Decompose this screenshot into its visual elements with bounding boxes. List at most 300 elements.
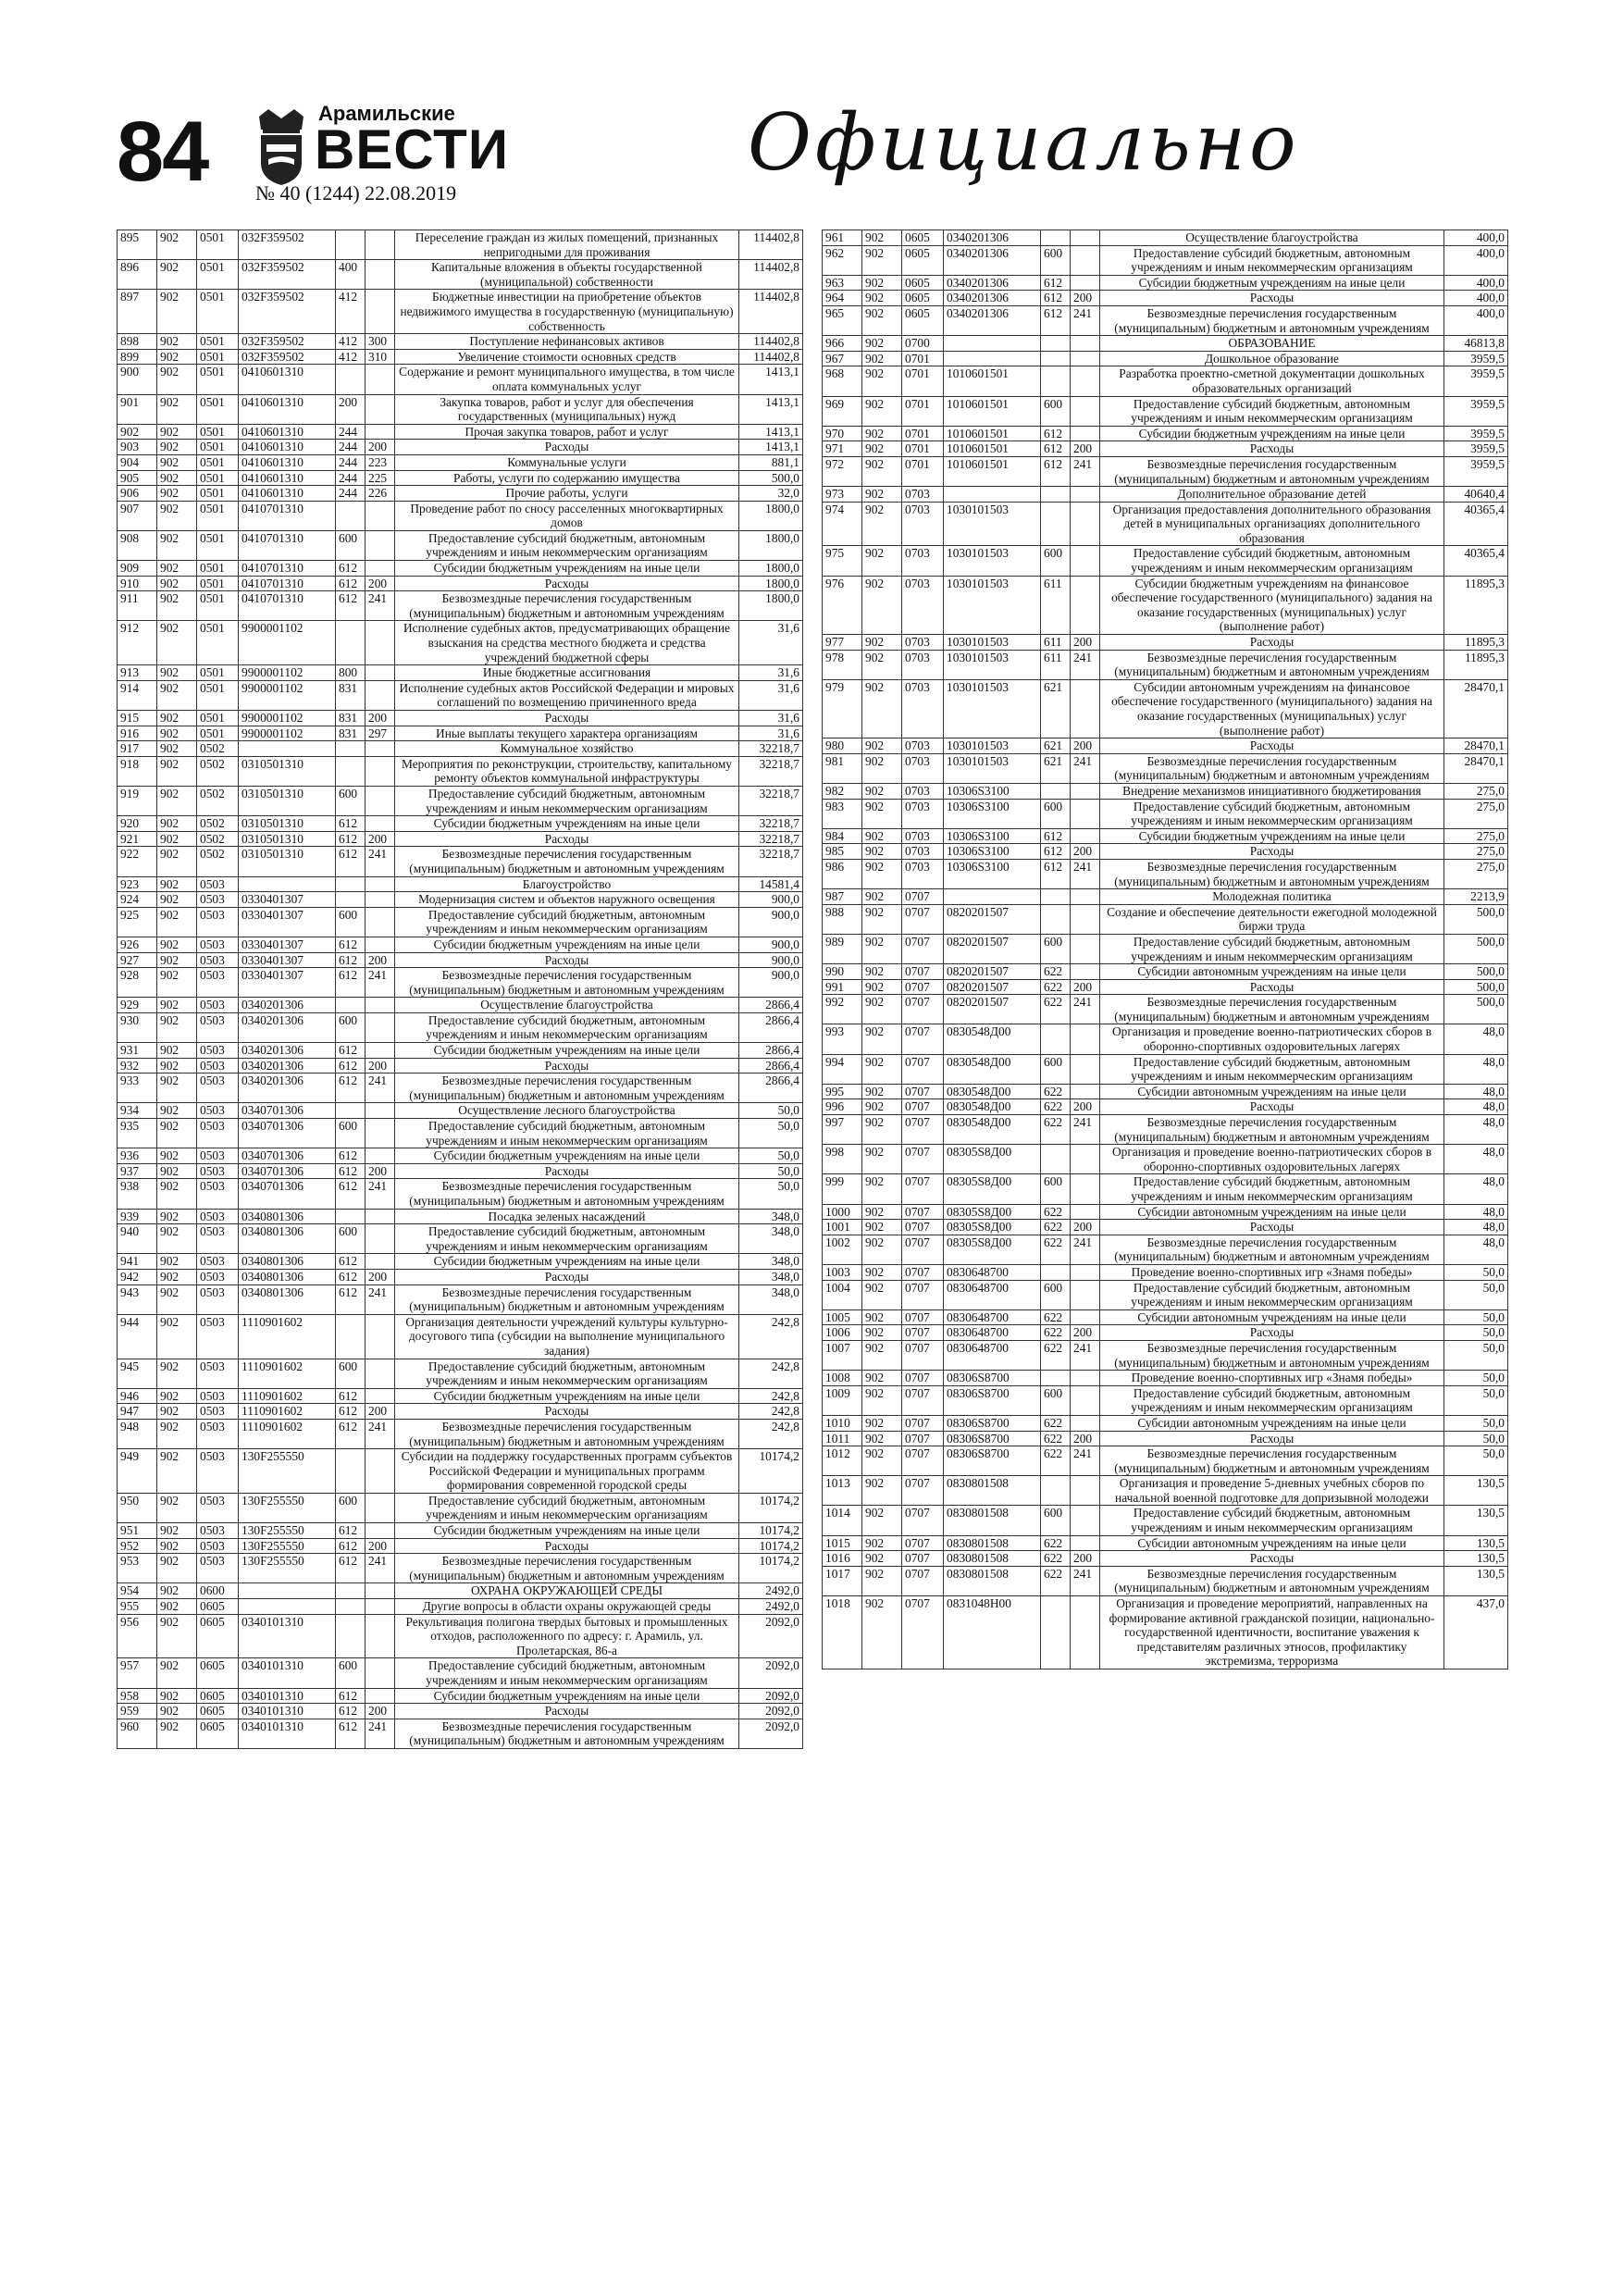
expense-type-cell: 622 [1041, 995, 1071, 1024]
target-article-cell: 0830548Д00 [944, 1054, 1041, 1084]
description-cell: Мероприятия по реконструкции, строительству, капитальному ремонту объектов коммунальной инфраструктуры [395, 756, 739, 786]
section-code-cell: 0503 [197, 1119, 239, 1148]
table-row [118, 1058, 803, 1074]
amount-cell: 114402,8 [739, 260, 803, 290]
row-number-cell: 921 [118, 831, 157, 847]
row-number-cell: 902 [118, 424, 157, 440]
expense-type-cell: 621 [1041, 679, 1071, 738]
row-number-cell: 979 [823, 679, 862, 738]
admin-code-cell: 902 [157, 1254, 197, 1270]
amount-cell: 2866,4 [739, 998, 803, 1013]
section-code-cell: 0503 [197, 1163, 239, 1179]
admin-code-cell: 902 [862, 1596, 902, 1669]
admin-code-cell: 902 [157, 1179, 197, 1209]
description-cell: Предоставление субсидий бюджетным, автономным учреждениям и иным некоммерческим организациям [1100, 245, 1444, 275]
amount-cell: 500,0 [1444, 964, 1508, 980]
amount-cell: 50,0 [739, 1148, 803, 1164]
table-row [118, 1359, 803, 1388]
admin-code-cell: 902 [157, 952, 197, 968]
row-number-cell: 1011 [823, 1431, 862, 1446]
description-cell: Предоставление субсидий бюджетным, автономным учреждениям и иным некоммерческим организациям [1100, 799, 1444, 828]
admin-code-cell: 902 [157, 1388, 197, 1404]
admin-code-cell: 902 [862, 889, 902, 905]
description-cell: Расходы [1100, 635, 1444, 651]
target-article-cell: 0820201507 [944, 995, 1041, 1024]
target-article-cell: 9900001102 [239, 680, 336, 710]
description-cell: Субсидии бюджетным учреждениям на иные цели [395, 816, 739, 832]
kosgu-code-cell [365, 741, 395, 757]
admin-code-cell: 902 [862, 828, 902, 844]
target-article-cell [239, 741, 336, 757]
description-cell: Проведение военно-спортивных игр «Знамя победы» [1100, 1371, 1444, 1386]
target-article-cell: 0330401307 [239, 907, 336, 937]
section-title: Официально [748, 97, 1300, 188]
description-cell: Предоставление субсидий бюджетным, автономным учреждениям и иным некоммерческим организациям [395, 530, 739, 560]
target-article-cell: 0340801306 [239, 1224, 336, 1254]
target-article-cell: 08306S8700 [944, 1415, 1041, 1431]
target-article-cell: 10306S3100 [944, 844, 1041, 860]
kosgu-code-cell: 241 [1071, 1566, 1100, 1595]
admin-code-cell: 902 [157, 230, 197, 260]
admin-code-cell: 902 [157, 440, 197, 455]
amount-cell: 3959,5 [1444, 396, 1508, 426]
description-cell: Расходы [1100, 1325, 1444, 1341]
expense-type-cell: 612 [336, 952, 365, 968]
target-article-cell: 0340101310 [239, 1614, 336, 1658]
target-article-cell: 9900001102 [239, 711, 336, 726]
target-article-cell: 1030101503 [944, 546, 1041, 576]
row-number-cell: 977 [823, 635, 862, 651]
amount-cell: 32218,7 [739, 847, 803, 876]
section-code-cell: 0701 [902, 396, 944, 426]
description-cell: Субсидии бюджетным учреждениям на иные цели [395, 1388, 739, 1404]
table-row [118, 831, 803, 847]
description-cell: Расходы [1100, 1551, 1444, 1567]
expense-type-cell: 600 [336, 1119, 365, 1148]
row-number-cell: 922 [118, 847, 157, 876]
description-cell: Безвозмездные перечисления государственным (муниципальным) бюджетным и автономным учреждениям [1100, 305, 1444, 335]
section-code-cell: 0707 [902, 1054, 944, 1084]
table-row [118, 786, 803, 815]
kosgu-code-cell: 223 [365, 454, 395, 470]
description-cell: Расходы [395, 831, 739, 847]
expense-type-cell: 612 [336, 968, 365, 998]
table-row [118, 952, 803, 968]
expense-type-cell: 831 [336, 680, 365, 710]
target-article-cell: 1110901602 [239, 1404, 336, 1420]
expense-type-cell [336, 1103, 365, 1119]
amount-cell: 500,0 [1444, 979, 1508, 995]
admin-code-cell: 902 [862, 1309, 902, 1325]
expense-type-cell: 612 [336, 1074, 365, 1103]
admin-code-cell: 902 [862, 1476, 902, 1506]
section-code-cell: 0707 [902, 1340, 944, 1370]
table-row [118, 1523, 803, 1539]
section-code-cell: 0703 [902, 635, 944, 651]
target-article-cell: 0830801508 [944, 1551, 1041, 1567]
row-number-cell: 964 [823, 291, 862, 306]
section-code-cell: 0605 [902, 245, 944, 275]
admin-code-cell: 902 [157, 831, 197, 847]
section-code-cell: 0707 [902, 964, 944, 980]
description-cell: Безвозмездные перечисления государственным (муниципальным) бюджетным и автономным учреждениям [1100, 859, 1444, 888]
description-cell: Расходы [1100, 441, 1444, 457]
admin-code-cell: 902 [157, 561, 197, 577]
expense-type-cell: 622 [1041, 964, 1071, 980]
target-article-cell: 0830801508 [944, 1476, 1041, 1506]
admin-code-cell: 902 [862, 979, 902, 995]
expense-type-cell: 622 [1041, 1309, 1071, 1325]
target-article-cell: 0830648700 [944, 1340, 1041, 1370]
row-number-cell: 949 [118, 1449, 157, 1494]
section-code-cell: 0503 [197, 907, 239, 937]
section-code-cell: 0707 [902, 1024, 944, 1054]
row-number-cell: 914 [118, 680, 157, 710]
kosgu-code-cell [365, 1583, 395, 1599]
amount-cell: 275,0 [1444, 859, 1508, 888]
section-code-cell: 0501 [197, 486, 239, 502]
description-cell: Безвозмездные перечисления государственным (муниципальным) бюджетным и автономным учреждениям [395, 1285, 739, 1314]
target-article-cell: 0310501310 [239, 786, 336, 815]
target-article-cell: 10306S3100 [944, 783, 1041, 799]
kosgu-code-cell [1071, 1535, 1100, 1551]
description-cell: Расходы [395, 1058, 739, 1074]
expense-type-cell: 622 [1041, 1325, 1071, 1341]
admin-code-cell: 902 [862, 291, 902, 306]
row-number-cell: 959 [118, 1704, 157, 1719]
kosgu-code-cell: 200 [1071, 979, 1100, 995]
kosgu-code-cell: 241 [365, 1074, 395, 1103]
amount-cell: 900,0 [739, 907, 803, 937]
description-cell: Расходы [1100, 1431, 1444, 1446]
target-article-cell: 0340201306 [239, 1012, 336, 1042]
target-article-cell: 0410701310 [239, 561, 336, 577]
admin-code-cell: 902 [862, 1385, 902, 1415]
table-row [118, 454, 803, 470]
amount-cell: 242,8 [739, 1359, 803, 1388]
table-row [823, 1145, 1508, 1174]
row-number-cell: 997 [823, 1115, 862, 1145]
admin-code-cell: 902 [157, 501, 197, 530]
description-cell: Расходы [395, 1404, 739, 1420]
section-code-cell: 0501 [197, 260, 239, 290]
amount-cell: 348,0 [739, 1224, 803, 1254]
description-cell: Организация и проведение военно-патриотических сборов в оборонно-спортивных оздоровительных лагерях [1100, 1145, 1444, 1174]
admin-code-cell: 902 [157, 365, 197, 394]
target-article-cell: 1030101503 [944, 576, 1041, 634]
target-article-cell [239, 1583, 336, 1599]
target-article-cell: 0830648700 [944, 1309, 1041, 1325]
section-code-cell: 0605 [197, 1719, 239, 1748]
admin-code-cell: 902 [862, 1054, 902, 1084]
table-row [823, 1280, 1508, 1309]
kosgu-code-cell [1071, 1280, 1100, 1309]
amount-cell: 242,8 [739, 1404, 803, 1420]
table-row [118, 998, 803, 1013]
amount-cell: 32,0 [739, 486, 803, 502]
admin-code-cell: 902 [862, 576, 902, 634]
row-number-cell: 943 [118, 1285, 157, 1314]
amount-cell: 48,0 [1444, 1235, 1508, 1264]
kosgu-code-cell [1071, 1204, 1100, 1220]
table-row [118, 968, 803, 998]
target-article-cell: 0410701310 [239, 501, 336, 530]
kosgu-code-cell [1071, 1476, 1100, 1506]
row-number-cell: 903 [118, 440, 157, 455]
admin-code-cell: 902 [862, 844, 902, 860]
amount-cell: 900,0 [739, 937, 803, 952]
kosgu-code-cell: 200 [365, 1704, 395, 1719]
expense-type-cell: 612 [1041, 305, 1071, 335]
section-code-cell: 0707 [902, 1204, 944, 1220]
target-article-cell: 0830801508 [944, 1566, 1041, 1595]
admin-code-cell: 902 [157, 876, 197, 892]
amount-cell: 2492,0 [739, 1599, 803, 1615]
row-number-cell: 946 [118, 1388, 157, 1404]
row-number-cell: 993 [823, 1024, 862, 1054]
description-cell: Закупка товаров, работ и услуг для обеспечения государственных (муниципальных) нужд [395, 394, 739, 424]
table-row [118, 1419, 803, 1448]
expense-type-cell: 600 [336, 1359, 365, 1388]
description-cell: Рекультивация полигона твердых бытовых и промышленных отходов, расположенного по адресу: г. Арамиль, ул. Пролетарская, 86-а [395, 1614, 739, 1658]
kosgu-code-cell: 200 [365, 1404, 395, 1420]
section-code-cell: 0503 [197, 1148, 239, 1164]
section-code-cell: 0703 [902, 502, 944, 546]
expense-type-cell: 600 [336, 1012, 365, 1042]
description-cell: Предоставление субсидий бюджетным, автономным учреждениям и иным некоммерческим организациям [1100, 1054, 1444, 1084]
expense-type-cell: 612 [336, 1269, 365, 1285]
table-row [823, 1340, 1508, 1370]
expense-type-cell: 612 [336, 847, 365, 876]
section-code-cell: 0503 [197, 1285, 239, 1314]
table-row [823, 351, 1508, 366]
row-number-cell: 942 [118, 1269, 157, 1285]
section-code-cell: 0707 [902, 1145, 944, 1174]
table-row [823, 1264, 1508, 1280]
row-number-cell: 958 [118, 1688, 157, 1704]
amount-cell: 10174,2 [739, 1493, 803, 1522]
description-cell: Предоставление субсидий бюджетным, автономным учреждениям и иным некоммерческим организациям [395, 1224, 739, 1254]
target-article-cell: 0330401307 [239, 968, 336, 998]
amount-cell: 48,0 [1444, 1220, 1508, 1235]
amount-cell: 28470,1 [1444, 738, 1508, 754]
kosgu-code-cell [365, 1599, 395, 1615]
target-article-cell: 032F359502 [239, 230, 336, 260]
table-row [823, 934, 1508, 963]
table-row [118, 1224, 803, 1254]
expense-type-cell: 612 [1041, 275, 1071, 291]
row-number-cell: 925 [118, 907, 157, 937]
table-row [118, 349, 803, 365]
target-article-cell: 0830548Д00 [944, 1084, 1041, 1099]
target-article-cell: 1010601501 [944, 441, 1041, 457]
admin-code-cell: 902 [157, 1012, 197, 1042]
city-emblem-icon [255, 107, 307, 187]
row-number-cell: 930 [118, 1012, 157, 1042]
amount-cell: 130,5 [1444, 1566, 1508, 1595]
section-code-cell: 0707 [902, 889, 944, 905]
amount-cell: 3959,5 [1444, 351, 1508, 366]
section-code-cell: 0703 [902, 753, 944, 783]
row-number-cell: 924 [118, 892, 157, 908]
description-cell: Благоустройство [395, 876, 739, 892]
amount-cell: 130,5 [1444, 1551, 1508, 1567]
description-cell: Переселение граждан из жилых помещений, признанных непригодными для проживания [395, 230, 739, 260]
amount-cell: 2092,0 [739, 1658, 803, 1688]
section-code-cell: 0501 [197, 711, 239, 726]
target-article-cell: 0340801306 [239, 1285, 336, 1314]
target-article-cell: 08305S8Д00 [944, 1145, 1041, 1174]
admin-code-cell: 902 [862, 1174, 902, 1204]
kosgu-code-cell: 241 [365, 1719, 395, 1748]
admin-code-cell: 902 [862, 1024, 902, 1054]
section-code-cell: 0501 [197, 349, 239, 365]
section-code-cell: 0501 [197, 501, 239, 530]
description-cell: Безвозмездные перечисления государственным (муниципальным) бюджетным и автономным учреждениям [395, 1179, 739, 1209]
expense-type-cell [336, 1614, 365, 1658]
table-row [823, 1566, 1508, 1595]
kosgu-code-cell [1071, 964, 1100, 980]
row-number-cell: 906 [118, 486, 157, 502]
description-cell: Расходы [1100, 291, 1444, 306]
expense-type-cell [1041, 502, 1071, 546]
amount-cell: 437,0 [1444, 1596, 1508, 1669]
expense-type-cell: 612 [336, 1554, 365, 1583]
row-number-cell: 897 [118, 290, 157, 334]
description-cell: Посадка зеленых насаждений [395, 1209, 739, 1224]
kosgu-code-cell: 241 [1071, 650, 1100, 679]
expense-type-cell [336, 1209, 365, 1224]
section-code-cell: 0501 [197, 394, 239, 424]
section-code-cell: 0605 [197, 1704, 239, 1719]
row-number-cell: 901 [118, 394, 157, 424]
target-article-cell: 0340101310 [239, 1704, 336, 1719]
expense-type-cell [336, 1583, 365, 1599]
admin-code-cell: 902 [157, 1704, 197, 1719]
kosgu-code-cell [365, 1523, 395, 1539]
admin-code-cell: 902 [157, 1523, 197, 1539]
expense-type-cell: 600 [1041, 1174, 1071, 1204]
table-row [118, 1538, 803, 1554]
section-code-cell: 0503 [197, 892, 239, 908]
kosgu-code-cell [1071, 799, 1100, 828]
expense-type-cell: 622 [1041, 1431, 1071, 1446]
expense-type-cell [336, 756, 365, 786]
target-article-cell [239, 1599, 336, 1615]
amount-cell: 32218,7 [739, 831, 803, 847]
expense-type-cell: 612 [336, 576, 365, 591]
row-number-cell: 954 [118, 1583, 157, 1599]
amount-cell: 28470,1 [1444, 753, 1508, 783]
description-cell: Осуществление благоустройства [1100, 230, 1444, 246]
table-row [118, 1719, 803, 1748]
description-cell: Предоставление субсидий бюджетным, автономным учреждениям и иным некоммерческим организациям [1100, 934, 1444, 963]
row-number-cell: 1012 [823, 1446, 862, 1476]
row-number-cell: 965 [823, 305, 862, 335]
admin-code-cell: 902 [157, 1224, 197, 1254]
admin-code-cell: 902 [862, 366, 902, 396]
description-cell: Безвозмездные перечисления государственным (муниципальным) бюджетным и автономным учреждениям [1100, 456, 1444, 486]
table-row [118, 1043, 803, 1059]
kosgu-code-cell [365, 786, 395, 815]
row-number-cell: 940 [118, 1224, 157, 1254]
description-cell: Субсидии бюджетным учреждениям на иные цели [395, 1148, 739, 1164]
kosgu-code-cell [1071, 487, 1100, 503]
kosgu-code-cell [365, 424, 395, 440]
target-article-cell: 0410701310 [239, 530, 336, 560]
target-article-cell: 0340201306 [944, 275, 1041, 291]
kosgu-code-cell [365, 1119, 395, 1148]
expense-type-cell: 600 [1041, 396, 1071, 426]
target-article-cell [944, 336, 1041, 352]
row-number-cell: 1001 [823, 1220, 862, 1235]
expense-type-cell: 622 [1041, 1099, 1071, 1115]
amount-cell: 881,1 [739, 454, 803, 470]
amount-cell: 1800,0 [739, 576, 803, 591]
section-code-cell: 0703 [902, 738, 944, 754]
admin-code-cell: 902 [157, 1058, 197, 1074]
amount-cell: 500,0 [739, 470, 803, 486]
row-number-cell: 961 [823, 230, 862, 246]
row-number-cell: 978 [823, 650, 862, 679]
table-row [118, 1254, 803, 1270]
kosgu-code-cell [365, 907, 395, 937]
amount-cell: 50,0 [1444, 1431, 1508, 1446]
target-article-cell: 08306S8700 [944, 1385, 1041, 1415]
section-code-cell: 0605 [197, 1658, 239, 1688]
expense-type-cell: 400 [336, 260, 365, 290]
table-row [118, 1599, 803, 1615]
expense-type-cell [336, 501, 365, 530]
description-cell: Безвозмездные перечисления государственным (муниципальным) бюджетным и автономным учреждениям [1100, 1566, 1444, 1595]
page-number: 84 [117, 105, 208, 199]
admin-code-cell: 902 [862, 1264, 902, 1280]
table-row [823, 456, 1508, 486]
section-code-cell: 0701 [902, 426, 944, 441]
description-cell: Организация и проведение военно-патриотических сборов в оборонно-спортивных оздоровительных лагерях [1100, 1024, 1444, 1054]
row-number-cell: 918 [118, 756, 157, 786]
admin-code-cell: 902 [157, 591, 197, 621]
row-number-cell: 985 [823, 844, 862, 860]
table-row [118, 1012, 803, 1042]
row-number-cell: 915 [118, 711, 157, 726]
row-number-cell: 1008 [823, 1371, 862, 1386]
section-code-cell: 0501 [197, 470, 239, 486]
target-article-cell: 0340201306 [944, 230, 1041, 246]
table-row [118, 1583, 803, 1599]
kosgu-code-cell [365, 1103, 395, 1119]
target-article-cell: 10306S3100 [944, 799, 1041, 828]
target-article-cell: 08305S8Д00 [944, 1204, 1041, 1220]
table-row [823, 487, 1508, 503]
section-code-cell: 0707 [902, 1446, 944, 1476]
kosgu-code-cell: 200 [1071, 1551, 1100, 1567]
section-code-cell: 0701 [902, 441, 944, 457]
kosgu-code-cell: 200 [365, 1163, 395, 1179]
target-article-cell: 1110901602 [239, 1419, 336, 1448]
target-article-cell: 0830548Д00 [944, 1024, 1041, 1054]
row-number-cell: 969 [823, 396, 862, 426]
row-number-cell: 926 [118, 937, 157, 952]
section-code-cell: 0707 [902, 904, 944, 934]
description-cell: Организация предоставления дополнительного образования детей в муниципальных организациях дополнительного образования [1100, 502, 1444, 546]
description-cell: Коммунальные услуги [395, 454, 739, 470]
target-article-cell: 0340701306 [239, 1119, 336, 1148]
target-article-cell: 08305S8Д00 [944, 1174, 1041, 1204]
amount-cell: 14581,4 [739, 876, 803, 892]
left-column [117, 230, 803, 1749]
kosgu-code-cell: 200 [365, 1269, 395, 1285]
